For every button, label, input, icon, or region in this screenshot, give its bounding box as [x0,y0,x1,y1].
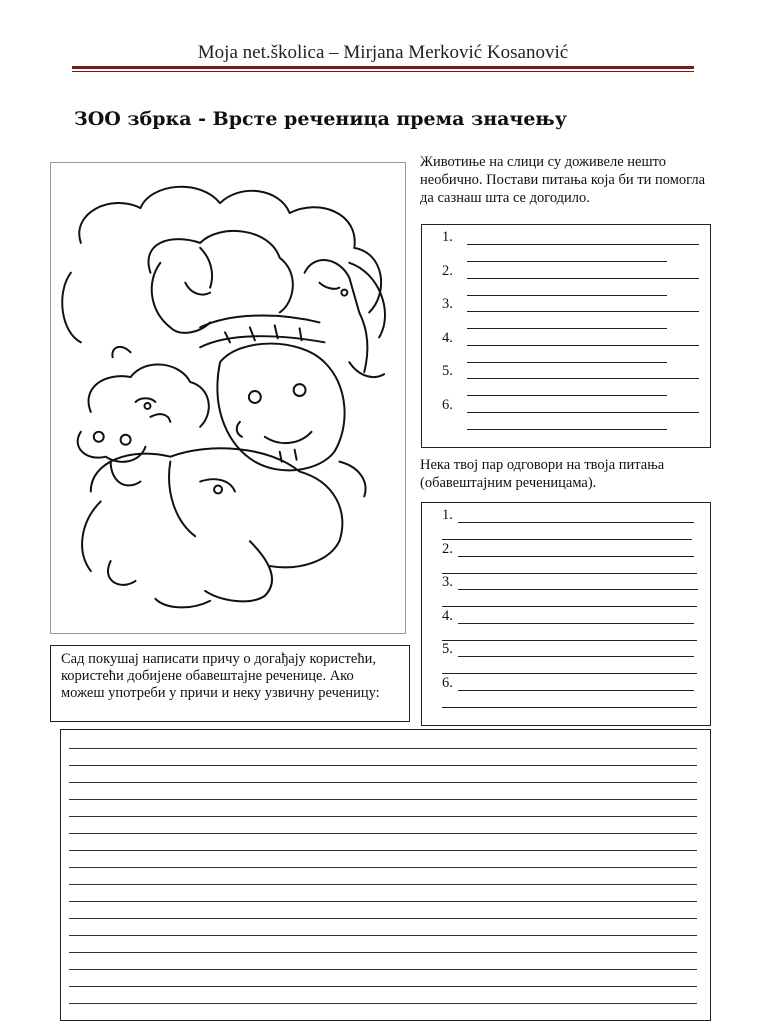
writing-line[interactable] [69,833,697,834]
question-number: 6. [442,397,453,413]
writing-line[interactable] [69,918,697,919]
question-line[interactable] [467,244,699,245]
question-number: 1. [442,229,453,245]
worksheet-title: ЗОО збрка - Врсте реченица према значењу [74,108,567,130]
writing-line[interactable] [69,850,697,851]
answer-number: 4. [442,608,453,624]
answer-line[interactable] [458,690,694,691]
question-number: 3. [442,296,453,312]
question-number: 2. [442,263,453,279]
writing-line[interactable] [69,935,697,936]
question-line[interactable] [467,261,667,262]
answer-line[interactable] [458,656,694,657]
answer-number: 5. [442,641,453,657]
writing-line[interactable] [69,816,697,817]
writing-line[interactable] [69,1003,697,1004]
question-line[interactable] [467,345,699,346]
question-line[interactable] [467,395,667,396]
story-instruction: Сад покушај написати причу о догађају користећи, користећи добијене обавештајне реченице. Ако можеш употреби у причи и неку узвичну реченицу: [61,651,380,701]
answer-line[interactable] [442,539,692,540]
story-instruction-box [50,645,410,722]
question-number: 4. [442,330,453,346]
writing-line[interactable] [69,867,697,868]
writing-line[interactable] [69,952,697,953]
answer-line[interactable] [442,707,697,708]
questions-instruction: Животиње на слици су доживеле нешто необично. Постави питања која би ти помогла да сазнаш шта се догодило. [420,154,706,206]
question-line[interactable] [467,429,667,430]
answer-number: 6. [442,675,453,691]
questions-box [421,224,711,448]
header-divider-thin [72,71,694,72]
question-line[interactable] [467,311,699,312]
answer-number: 3. [442,574,453,590]
answer-line[interactable] [442,573,697,574]
answer-number: 1. [442,507,453,523]
answers-box [421,502,711,726]
writing-line[interactable] [69,884,697,885]
header-divider [72,66,694,69]
question-line[interactable] [467,362,667,363]
writing-line[interactable] [69,765,697,766]
zoo-animals-image [50,162,406,634]
question-line[interactable] [467,278,699,279]
writing-line[interactable] [69,782,697,783]
answer-line[interactable] [442,606,697,607]
answer-line[interactable] [458,589,698,590]
page-header: Moja net.školica – Mirjana Merković Kosanović [197,42,569,63]
answer-number: 2. [442,541,453,557]
answer-line[interactable] [458,556,694,557]
question-line[interactable] [467,295,667,296]
answer-line[interactable] [458,522,694,523]
question-number: 5. [442,363,453,379]
story-writing-area[interactable] [60,729,711,1021]
writing-line[interactable] [69,748,697,749]
writing-line[interactable] [69,969,697,970]
question-line[interactable] [467,378,699,379]
writing-line[interactable] [69,986,697,987]
answer-line[interactable] [442,640,697,641]
zoo-animals-drawing [51,163,405,633]
writing-line[interactable] [69,901,697,902]
question-line[interactable] [467,412,699,413]
writing-line[interactable] [69,799,697,800]
answer-line[interactable] [442,673,697,674]
question-line[interactable] [467,328,667,329]
answers-instruction: Нека твој пар одговори на твоја питања (обавештајним реченицама). [420,457,665,491]
answer-line[interactable] [458,623,694,624]
